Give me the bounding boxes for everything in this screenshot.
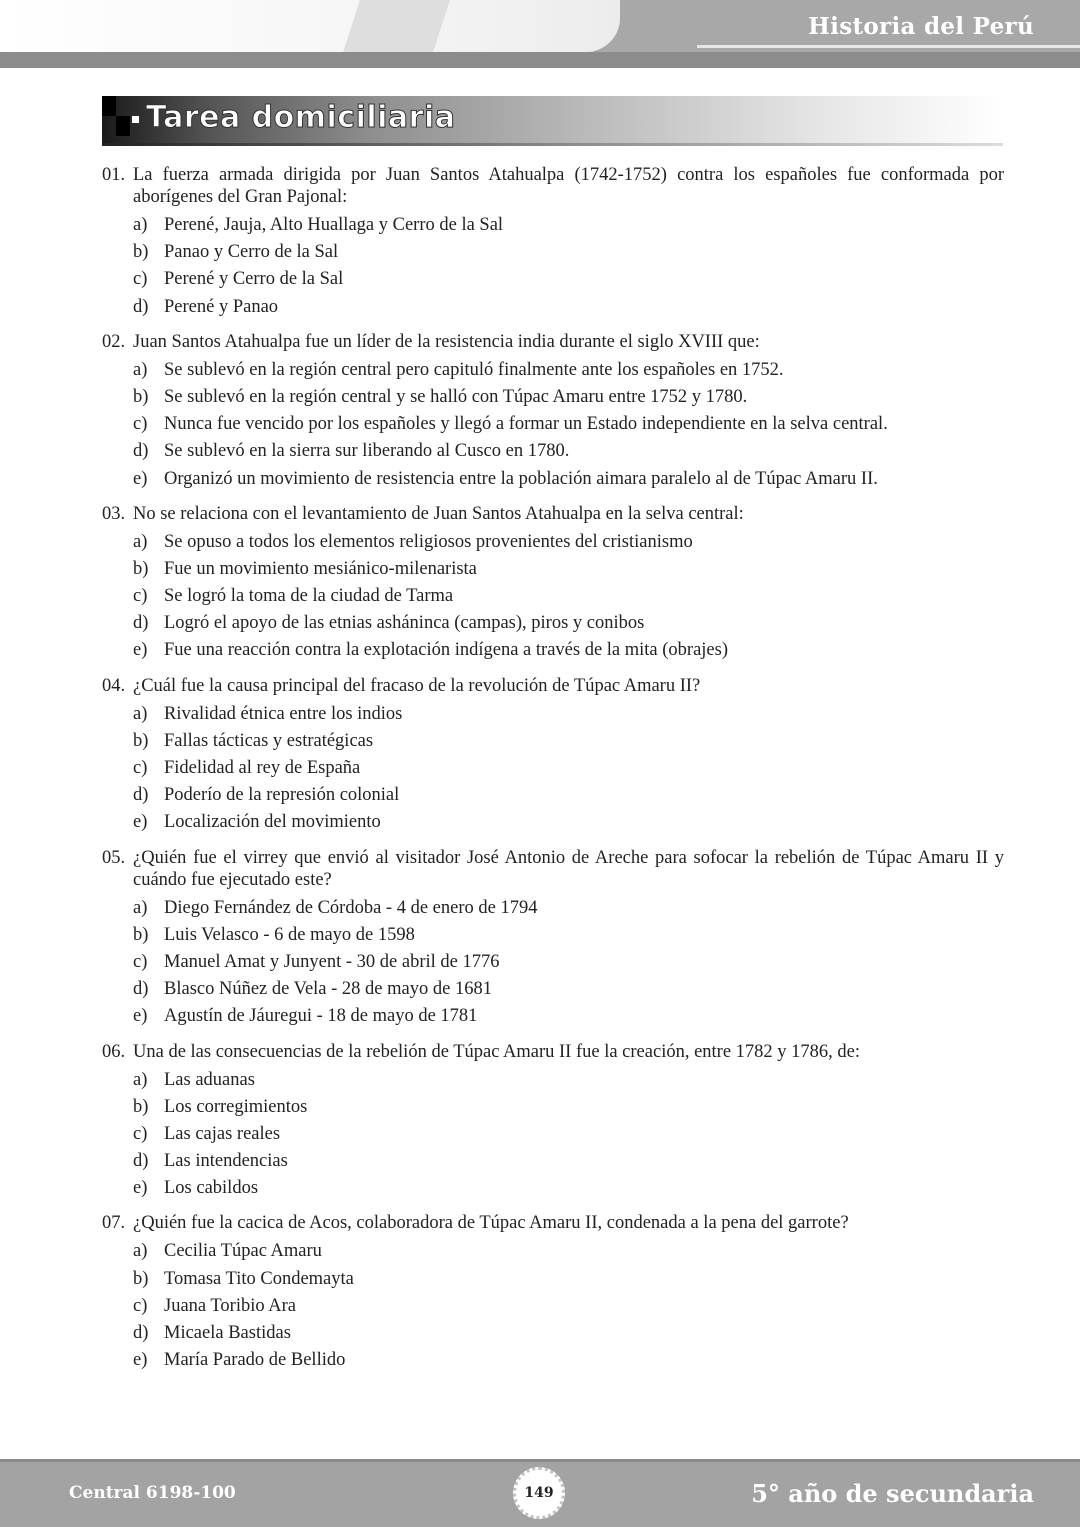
header-bottom-band (0, 52, 1080, 68)
option-item (133, 976, 1004, 1003)
option-letter: e) (133, 1350, 148, 1371)
option-list (133, 1067, 1004, 1203)
option-text: Panao y Cerro de la Sal (164, 242, 339, 263)
option-item (133, 294, 1004, 321)
option-item (133, 728, 1004, 755)
option-letter: e) (133, 812, 148, 833)
question-item (102, 675, 1004, 837)
bullet-icon (132, 116, 139, 123)
option-letter: c) (133, 1123, 148, 1144)
question-number: 01. (102, 165, 126, 185)
option-text: Las cajas reales (164, 1123, 281, 1144)
question-stem (102, 1212, 1004, 1234)
option-text: Fallas tácticas y estratégicas (164, 730, 374, 751)
option-letter: c) (133, 1295, 148, 1316)
option-letter: a) (133, 215, 148, 235)
option-text: Perené, Jauja, Alto Huallaga y Cerro de la Sal (164, 215, 504, 235)
option-letter: e) (133, 1006, 148, 1027)
question-stem (102, 847, 1004, 891)
section-heading (102, 96, 1003, 146)
question-stem (102, 331, 1004, 353)
option-text: Las intendencias (164, 1151, 288, 1172)
option-letter: a) (133, 1069, 148, 1090)
question-text: ¿Cuál fue la causa principal del fracaso de la revolución de Túpac Amaru II? (133, 675, 701, 696)
option-item (133, 1320, 1004, 1347)
option-item (133, 782, 1004, 809)
question-number: 03. (102, 503, 126, 524)
option-letter: c) (133, 758, 148, 778)
option-text: Juana Toribio Ara (164, 1295, 296, 1316)
option-letter: d) (133, 296, 149, 317)
option-letter: a) (133, 1241, 148, 1262)
option-item (133, 1293, 1004, 1320)
option-item (133, 809, 1004, 836)
question-list (102, 164, 1004, 1384)
option-letter: b) (133, 242, 149, 263)
option-text: Fue una reacción contra la explotación indígena a través de la mita (obrajes) (164, 640, 729, 661)
option-item (133, 1121, 1004, 1148)
option-item (133, 637, 1004, 664)
option-item (133, 556, 1004, 583)
footer-grade: 5° año de secundaria (751, 1479, 1034, 1508)
question-text: ¿Quién fue el virrey que envió al visitador José Antonio de Areche para sofocar la rebelión de Túpac Amaru II y cuándo fue ejecutado este? (133, 847, 1004, 890)
option-text: Organizó un movimiento de resistencia entre la población aimara paralelo al de Túpac Amaru II. (164, 468, 878, 489)
section-square-icon (102, 96, 116, 116)
question-stem (102, 1041, 1004, 1063)
option-item (133, 411, 1004, 438)
question-item (102, 331, 1004, 493)
option-letter: c) (133, 586, 148, 607)
option-list (133, 212, 1004, 321)
option-text: Cecilia Túpac Amaru (164, 1241, 322, 1262)
question-number: 05. (102, 847, 126, 868)
header-white-panel (0, 0, 620, 52)
option-item (133, 701, 1004, 728)
option-text: Blasco Núñez de Vela - 28 de mayo de 1681 (164, 979, 492, 1000)
option-letter: e) (133, 1178, 148, 1199)
header-stripe (343, 0, 450, 52)
option-item (133, 266, 1004, 293)
option-list (133, 895, 1004, 1031)
question-item (102, 1212, 1004, 1374)
option-text: Perené y Panao (164, 296, 279, 317)
option-letter: e) (133, 640, 148, 661)
option-text: Poderío de la represión colonial (164, 785, 400, 806)
question-item (102, 503, 1004, 665)
option-item (133, 1266, 1004, 1293)
header-title-underline (697, 45, 1080, 48)
option-letter: b) (133, 558, 149, 579)
option-text: Fidelidad al rey de España (164, 758, 361, 778)
option-letter: e) (133, 468, 148, 489)
section-underline (102, 143, 1003, 146)
option-letter: b) (133, 730, 149, 751)
question-text: Una de las consecuencias de la rebelión de Túpac Amaru II fue la creación, entre 1782 y 1786, de: (133, 1041, 861, 1062)
option-text: Agustín de Jáuregui - 18 de mayo de 1781 (164, 1006, 478, 1027)
question-text: Juan Santos Atahualpa fue un líder de la resistencia india durante el siglo XVIII que: (133, 331, 760, 352)
option-item (133, 755, 1004, 782)
option-letter: b) (133, 924, 149, 945)
option-letter: b) (133, 1096, 149, 1117)
option-item (133, 610, 1004, 637)
option-list (133, 1238, 1004, 1374)
option-letter: d) (133, 1151, 149, 1172)
option-list (133, 529, 1004, 665)
option-letter: b) (133, 386, 149, 407)
option-letter: a) (133, 359, 148, 380)
question-number: 04. (102, 675, 126, 696)
option-item (133, 949, 1004, 976)
option-item (133, 1094, 1004, 1121)
option-text: Los corregimientos (164, 1096, 308, 1117)
option-text: Los cabildos (164, 1178, 259, 1199)
option-item (133, 239, 1004, 266)
question-text: La fuerza armada dirigida por Juan Santos Atahualpa (1742-1752) contra los españoles fue conformada por aborígenes del Gran Pajonal: (133, 165, 1004, 207)
page-footer (0, 1459, 1080, 1527)
option-text: María Parado de Bellido (164, 1350, 346, 1371)
option-list (133, 701, 1004, 837)
section-title: Tarea domiciliaria (146, 100, 456, 135)
option-item (133, 466, 1004, 493)
footer-central-phone: Central 6198-100 (69, 1483, 236, 1503)
question-text: ¿Quién fue la cacica de Acos, colaboradora de Túpac Amaru II, condenada a la pena del garrote? (133, 1213, 849, 1234)
option-item (133, 212, 1004, 239)
option-item (133, 357, 1004, 384)
option-text: Manuel Amat y Junyent - 30 de abril de 1776 (164, 951, 500, 972)
option-item (133, 384, 1004, 411)
question-stem (102, 164, 1004, 208)
option-letter: d) (133, 785, 149, 806)
option-item (133, 1347, 1004, 1374)
option-letter: a) (133, 703, 148, 724)
option-text: Se logró la toma de la ciudad de Tarma (164, 586, 454, 607)
option-text: Se sublevó en la sierra sur liberando al Cusco en 1780. (164, 441, 570, 462)
option-letter: d) (133, 979, 149, 1000)
option-letter: c) (133, 951, 148, 972)
option-item (133, 1003, 1004, 1030)
option-text: Logró el apoyo de las etnias asháninca (campas), piros y conibos (164, 613, 645, 634)
option-text: Luis Velasco - 6 de mayo de 1598 (164, 924, 415, 945)
option-text: Se sublevó en la región central y se halló con Túpac Amaru entre 1752 y 1780. (164, 386, 748, 407)
section-square-icon (116, 116, 130, 136)
option-letter: c) (133, 269, 148, 290)
option-text: Nunca fue vencido por los españoles y llegó a formar un Estado independiente en la selva central. (164, 414, 888, 435)
question-number: 06. (102, 1041, 126, 1062)
option-text: Fue un movimiento mesiánico-milenarista (164, 558, 477, 579)
option-item (133, 1148, 1004, 1175)
option-item (133, 922, 1004, 949)
option-text: Micaela Bastidas (164, 1323, 291, 1343)
option-list (133, 357, 1004, 493)
option-item (133, 1175, 1004, 1202)
option-letter: a) (133, 897, 148, 918)
option-letter: b) (133, 1268, 149, 1289)
option-letter: d) (133, 1323, 149, 1343)
option-text: Diego Fernández de Córdoba - 4 de enero de 1794 (164, 897, 538, 918)
option-letter: c) (133, 414, 148, 435)
footer-top-line (0, 1459, 1080, 1462)
option-item (133, 529, 1004, 556)
option-text: Localización del movimiento (164, 812, 381, 833)
option-text: Se sublevó en la región central pero capituló finalmente ante los españoles en 1752. (164, 359, 784, 380)
question-number: 02. (102, 331, 126, 352)
question-item (102, 164, 1004, 321)
option-item (133, 1238, 1004, 1265)
option-text: Se opuso a todos los elementos religiosos provenientes del cristianismo (164, 531, 693, 552)
option-text: Tomasa Tito Condemayta (164, 1268, 354, 1289)
question-item (102, 1041, 1004, 1203)
option-item (133, 1067, 1004, 1094)
page-number-badge: 149 (513, 1467, 565, 1519)
question-text: No se relaciona con el levantamiento de Juan Santos Atahualpa en la selva central: (133, 503, 744, 524)
option-letter: d) (133, 613, 149, 634)
option-text: Perené y Cerro de la Sal (164, 269, 344, 290)
page-header (0, 0, 1080, 68)
option-item (133, 438, 1004, 465)
question-number: 07. (102, 1213, 126, 1234)
question-stem (102, 675, 1004, 697)
question-stem (102, 503, 1004, 525)
header-title: Historia del Perú (808, 13, 1034, 40)
option-letter: a) (133, 531, 148, 552)
question-item (102, 847, 1004, 1031)
option-text: Las aduanas (164, 1069, 255, 1090)
option-text: Rivalidad étnica entre los indios (164, 703, 403, 724)
option-item (133, 583, 1004, 610)
option-item (133, 895, 1004, 922)
option-letter: d) (133, 441, 149, 462)
